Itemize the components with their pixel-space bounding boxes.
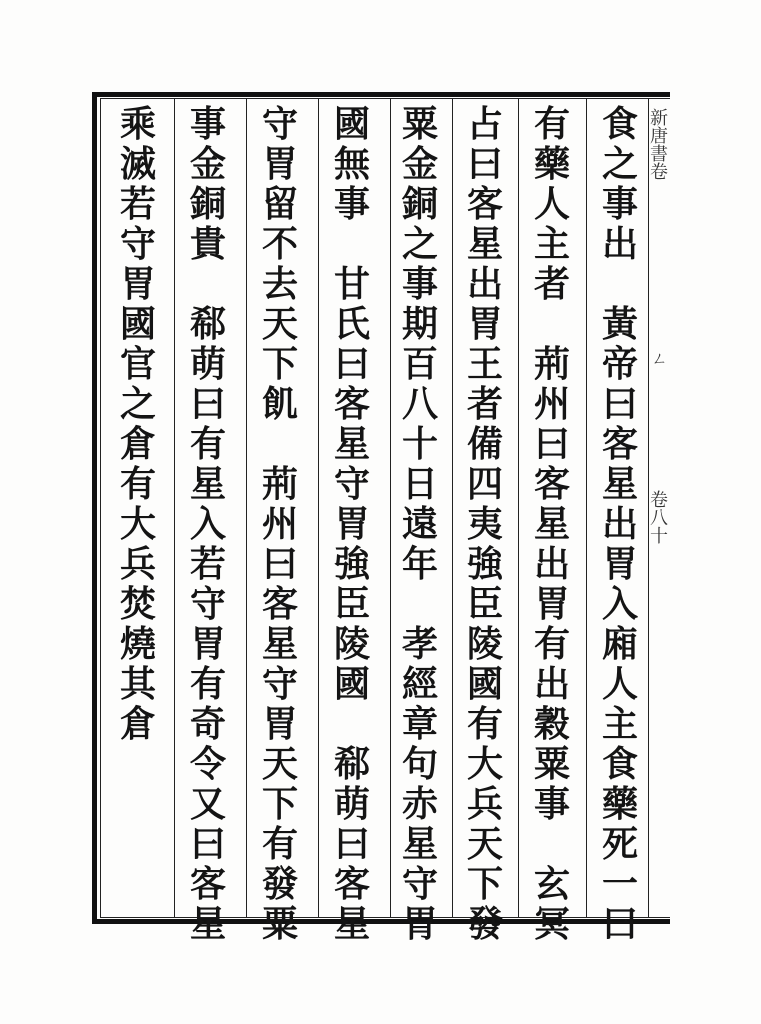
character: 曰: [189, 383, 226, 425]
character: 大: [466, 743, 503, 785]
character: 藥: [533, 143, 570, 185]
character: 出: [601, 503, 638, 545]
character: 經: [401, 663, 438, 705]
character: 去: [261, 263, 298, 305]
character: 胃: [119, 263, 156, 305]
character: 銅: [401, 183, 438, 225]
character: 官: [119, 343, 156, 385]
margin-folio: 卷八十: [647, 490, 668, 544]
character: 赤: [401, 783, 438, 825]
character: 遠: [401, 503, 438, 545]
character: 人: [601, 663, 638, 705]
character: 之: [401, 223, 438, 265]
character: 發: [261, 863, 298, 905]
character: 星: [189, 463, 226, 505]
character: 胃: [189, 623, 226, 665]
character: 備: [466, 423, 503, 465]
character: 天: [261, 743, 298, 785]
character: 之: [601, 143, 638, 185]
character: 兵: [466, 783, 503, 825]
character: 王: [466, 343, 503, 385]
text-column-6: [258, 103, 302, 945]
character: 穀: [533, 703, 570, 745]
character: 有: [533, 623, 570, 665]
character: 客: [333, 383, 370, 425]
character: 胃: [466, 303, 503, 345]
character: 州: [533, 383, 570, 425]
character: 曰: [261, 543, 298, 585]
column-rule: [174, 99, 175, 917]
character: 下: [261, 343, 298, 385]
character: 有: [189, 423, 226, 465]
character: 期: [401, 303, 438, 345]
character: 胃: [401, 903, 438, 945]
character: 若: [189, 543, 226, 585]
character: 不: [261, 223, 298, 265]
character: 一: [601, 863, 638, 905]
character: 國: [333, 103, 370, 145]
character: 有: [119, 463, 156, 505]
character: 滅: [119, 143, 156, 185]
character: 胃: [533, 583, 570, 625]
character: 入: [601, 583, 638, 625]
character: 客: [466, 183, 503, 225]
character: 句: [401, 743, 438, 785]
character: 主: [533, 223, 570, 265]
character: 其: [119, 663, 156, 705]
character: 守: [401, 863, 438, 905]
character: 八: [401, 383, 438, 425]
character: 貴: [189, 223, 226, 265]
character: 天: [466, 823, 503, 865]
column-rule: [318, 99, 319, 917]
character: 十: [401, 423, 438, 465]
character: 曰: [533, 423, 570, 465]
character: 占: [466, 103, 503, 145]
character: 四: [466, 463, 503, 505]
character: 客: [261, 583, 298, 625]
character: 胃: [333, 503, 370, 545]
character: 守: [189, 583, 226, 625]
character: 事: [189, 103, 226, 145]
character: 粟: [261, 903, 298, 945]
character: 事: [333, 183, 370, 225]
character: 萌: [189, 343, 226, 385]
character: 客: [533, 463, 570, 505]
character: 冥: [533, 903, 570, 945]
character: 天: [261, 303, 298, 345]
character: 強: [333, 543, 370, 585]
character: 主: [601, 703, 638, 745]
character: 曰: [466, 143, 503, 185]
character: 事: [401, 263, 438, 305]
text-column-3: [463, 103, 507, 945]
character: 玄: [533, 863, 570, 905]
character: 荊: [261, 463, 298, 505]
character: 萌: [333, 783, 370, 825]
character: 若: [119, 183, 156, 225]
character: 曰: [333, 343, 370, 385]
character: 州: [261, 503, 298, 545]
character: 年: [401, 543, 438, 585]
character: 藥: [601, 783, 638, 825]
character: 章: [401, 703, 438, 745]
character: 燒: [119, 623, 156, 665]
character: 下: [261, 783, 298, 825]
text-column-5: [330, 103, 374, 945]
character: 曰: [189, 823, 226, 865]
text-column-7: [186, 103, 230, 945]
character: 出: [466, 263, 503, 305]
character: 焚: [119, 583, 156, 625]
column-rule: [586, 99, 587, 917]
text-column-2: [530, 103, 574, 945]
character: 大: [119, 503, 156, 545]
character: 星: [601, 463, 638, 505]
column-rule: [452, 99, 453, 917]
character: 甘: [333, 263, 370, 305]
character: 有: [533, 103, 570, 145]
character: 郗: [189, 303, 226, 345]
character: 國: [333, 663, 370, 705]
character: 曰: [333, 823, 370, 865]
character: 事: [601, 183, 638, 225]
character: 出: [601, 223, 638, 265]
character: 出: [533, 663, 570, 705]
text-column-4: [398, 103, 442, 945]
character: 氏: [333, 303, 370, 345]
character: 者: [533, 263, 570, 305]
character: 出: [533, 543, 570, 585]
character: 銅: [189, 183, 226, 225]
character: 客: [333, 863, 370, 905]
character: 陵: [466, 623, 503, 665]
margin-mark: ㄥ: [649, 350, 668, 366]
character: 星: [333, 423, 370, 465]
character: 守: [261, 663, 298, 705]
character: 倉: [119, 703, 156, 745]
character: 胃: [261, 703, 298, 745]
margin-title: 新唐書卷: [647, 108, 668, 180]
character: 粟: [401, 103, 438, 145]
character: 粟: [533, 743, 570, 785]
character: 曰: [601, 383, 638, 425]
character: 日: [401, 463, 438, 505]
character: 星: [189, 903, 226, 945]
character: 國: [119, 303, 156, 345]
text-column-8: [116, 104, 160, 914]
character: 又: [189, 783, 226, 825]
character: 倉: [119, 423, 156, 465]
character: 強: [466, 543, 503, 585]
character: 死: [601, 823, 638, 865]
character: 臣: [333, 583, 370, 625]
character: 胃: [601, 543, 638, 585]
character: 胃: [261, 143, 298, 185]
character: 臣: [466, 583, 503, 625]
character: 星: [333, 903, 370, 945]
character: 金: [189, 143, 226, 185]
character: 國: [466, 663, 503, 705]
character: 有: [466, 703, 503, 745]
character: 奇: [189, 703, 226, 745]
character: 夷: [466, 503, 503, 545]
character: 食: [601, 743, 638, 785]
character: 百: [401, 343, 438, 385]
character: 有: [261, 823, 298, 865]
column-rule: [246, 99, 247, 917]
character: 星: [533, 503, 570, 545]
character: 無: [333, 143, 370, 185]
character: 人: [533, 183, 570, 225]
character: 食: [601, 103, 638, 145]
character: 乘: [119, 103, 156, 145]
character: 星: [261, 623, 298, 665]
character: 發: [466, 903, 503, 945]
character: 飢: [261, 383, 298, 425]
character: 星: [466, 223, 503, 265]
character: 荊: [533, 343, 570, 385]
character: 下: [466, 863, 503, 905]
character: 曰: [601, 903, 638, 945]
column-rule: [518, 99, 519, 917]
character: 事: [533, 783, 570, 825]
character: 之: [119, 383, 156, 425]
character: 廂: [601, 623, 638, 665]
character: 星: [401, 823, 438, 865]
character: 守: [333, 463, 370, 505]
character: 帝: [601, 343, 638, 385]
character: 守: [119, 223, 156, 265]
character: 客: [189, 863, 226, 905]
text-column-1: [598, 103, 642, 945]
character: 者: [466, 383, 503, 425]
character: 有: [189, 663, 226, 705]
character: 令: [189, 743, 226, 785]
character: 守: [261, 103, 298, 145]
character: 黃: [601, 303, 638, 345]
character: 郗: [333, 743, 370, 785]
column-rule: [390, 99, 391, 917]
character: 孝: [401, 623, 438, 665]
character: 客: [601, 423, 638, 465]
character: 陵: [333, 623, 370, 665]
character: 入: [189, 503, 226, 545]
character: 金: [401, 143, 438, 185]
character: 留: [261, 183, 298, 225]
character: 兵: [119, 543, 156, 585]
